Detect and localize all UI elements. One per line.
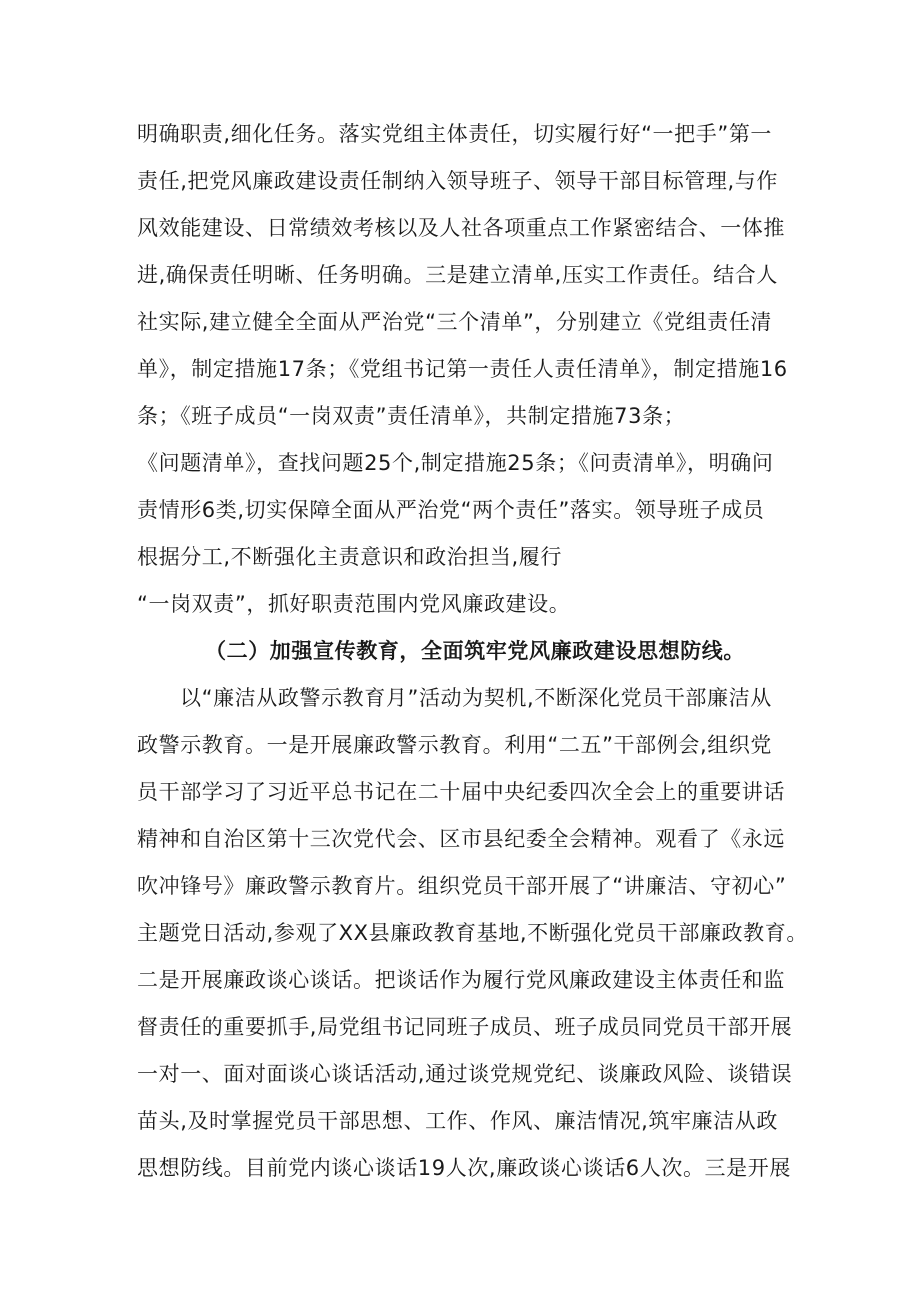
paragraph-line: 以“廉洁从政警示教育月”活动为契机,不断深化党员干部廉洁从	[180, 686, 772, 710]
paragraph-line: 明确职责,细化任务。落实党组主体责任，切实履行好“一把手”第一	[137, 122, 773, 146]
paragraph-line: “一岗双责”，抓好职责范围内党风廉政建设。	[137, 592, 571, 616]
paragraph-line: 责情形6类,切实保障全面从严治党“两个责任”落实。领导班子成员	[137, 498, 765, 522]
paragraph-line: 条；《班子成员“一岗双责”责任清单》，共制定措施73条；	[137, 404, 686, 428]
paragraph-line: 进,确保责任明晰、任务明确。三是建立清单,压实工作责任。结合人	[137, 263, 778, 287]
paragraph-line: 政警示教育。一是开展廉政警示教育。利用“二五”干部例会,组织党	[137, 733, 773, 757]
paragraph-line: 苗头,及时掌握党员干部思想、工作、作风、廉洁情况,筑牢廉洁从政	[137, 1109, 778, 1133]
paragraph-line: 责任,把党风廉政建设责任制纳入领导班子、领导干部目标管理,与作	[137, 169, 778, 193]
paragraph-line: 员干部学习了习近平总书记在二十届中央纪委四次全会上的重要讲话	[137, 780, 785, 804]
paragraph-line: 单》，制定措施17条；《党组书记第一责任人责任清单》，制定措施16	[137, 357, 788, 381]
paragraph-line: 根据分工,不断强化主责意识和政治担当,履行	[137, 545, 562, 569]
paragraph-line: 《问题清单》，查找问题25个,制定措施25条；《问责清单》，明确问	[137, 451, 774, 475]
paragraph-line: 风效能建设、日常绩效考核以及人社各项重点工作紧密结合、一体推	[137, 216, 785, 240]
paragraph-line: 二是开展廉政谈心谈话。把谈话作为履行党风廉政建设主体责任和监	[137, 968, 785, 992]
paragraph-line: 一对一、面对面谈心谈话活动,通过谈党规党纪、谈廉政风险、谈错误	[137, 1062, 793, 1086]
paragraph-line: 督责任的重要抓手,局党组书记同班子成员、班子成员同党员干部开展	[137, 1015, 793, 1039]
paragraph-line: 精神和自治区第十三次党代会、区市县纪委全会精神。观看了《永远	[137, 827, 785, 851]
paragraph-line: 思想防线。目前党内谈心谈话19人次,廉政谈心谈话6人次。三是开展	[137, 1156, 791, 1180]
paragraph-line: 吹冲锋号》廉政警示教育片。组织党员干部开展了“讲廉洁、守初心”	[137, 874, 787, 898]
section-heading: （二）加强宣传教育，全面筑牢党风廉政建设思想防线。	[205, 639, 745, 663]
paragraph-line: 主题党日活动,参观了XX县廉政教育基地,不断强化党员干部廉政教育。	[137, 921, 808, 945]
paragraph-line: 社实际,建立健全全面从严治党“三个清单”，分别建立《党组责任清	[137, 310, 773, 334]
